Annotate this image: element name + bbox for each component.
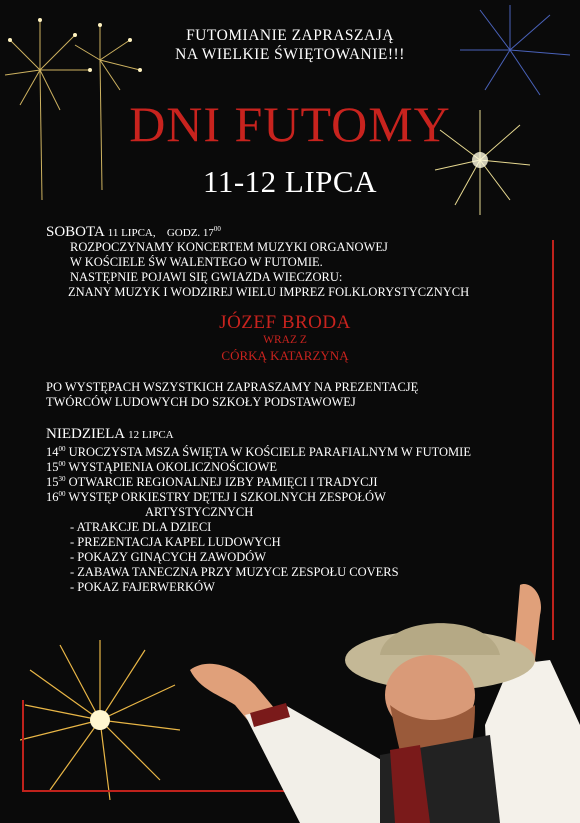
- event-dates: 11-12 LIPCA: [203, 164, 377, 199]
- saturday-date: 11 LIPCA,: [107, 227, 156, 239]
- sunday-event-3: $15^{30}$ OTWARCIE REGIONALNEJ IZBY PAMIĘCI I TRADYCJI: [46, 475, 378, 489]
- sunday-heading: [46, 426, 174, 443]
- saturday-line-2: W KOŚCIELE ŚW WALENTEGO W FUTOMIE.: [70, 255, 323, 269]
- sunday-event-1: $14^{00}$ UROCZYSTA MSZA ŚWIĘTA W KOŚCIELE PARAFIALNYM W FUTOMIE: [46, 445, 471, 459]
- saturday-heading: [46, 222, 221, 241]
- star-name: JÓZEF BRODA: [219, 312, 351, 333]
- attraction-item: - ZABAWA TANECZNA PRZY MUZYCE ZESPOŁU COVERS: [70, 565, 399, 579]
- saturday-day: SOBOTA: [46, 224, 104, 240]
- attraction-item: - ATRAKCJE DLA DZIECI: [70, 520, 212, 534]
- invite-line-2: NA WIELKIE ŚWIĘTOWANIE!!!: [175, 46, 405, 63]
- sunday-event-2: $15^{00}$ WYSTĄPIENIA OKOLICZNOŚCIOWE: [46, 460, 278, 474]
- attraction-item: - POKAZY GINĄCYCH ZAWODÓW: [70, 550, 267, 564]
- saturday-time: GODZ. 17: [166, 227, 214, 239]
- saturday-time-sup: 00: [213, 225, 221, 233]
- attraction-item: - PREZENTACJA KAPEL LUDOWYCH: [70, 535, 281, 549]
- saturday-line-4: ZNANY MUZYK I WODZIREJ WIELU IMPREZ FOLKLORYSTYCZNYCH: [68, 285, 470, 299]
- performer-illustration: [190, 575, 580, 823]
- saturday-line-1: ROZPOCZYNAMY KONCERTEM MUZYKI ORGANOWEJ: [70, 240, 388, 254]
- sunday-event-4-continued: ARTYSTYCZNYCH: [145, 505, 254, 519]
- invite-line-1: FUTOMIANIE ZAPRASZAJĄ: [186, 27, 394, 44]
- saturday-line-3: NASTĘPNIE POJAWI SIĘ GWIAZDA WIECZORU:: [70, 270, 343, 284]
- attraction-item: - POKAZ FAJERWERKÓW: [70, 580, 215, 594]
- poster-title: DNI FUTOMY: [129, 96, 451, 152]
- sunday-day: NIEDZIELA: [46, 426, 125, 442]
- star-with: WRAZ Z: [263, 334, 307, 346]
- fireworks-bottom-left-icon: [20, 640, 180, 800]
- star-daughter: CÓRKĄ KATARZYNĄ: [221, 348, 349, 363]
- after-line-1: PO WYSTĘPACH WSZYSTKICH ZAPRASZAMY NA PREZENTACJĘ: [46, 380, 419, 394]
- frame-line-left: [22, 700, 24, 790]
- after-line-2: TWÓRCÓW LUDOWYCH DO SZKOŁY PODSTAWOWEJ: [46, 395, 356, 409]
- invitation: [0, 26, 580, 64]
- sunday-event-4: $16^{00}$ WYSTĘP ORKIESTRY DĘTEJ I SZKOLNYCH ZESPOŁÓW: [46, 490, 386, 504]
- sunday-date: 12 LIPCA: [128, 429, 174, 441]
